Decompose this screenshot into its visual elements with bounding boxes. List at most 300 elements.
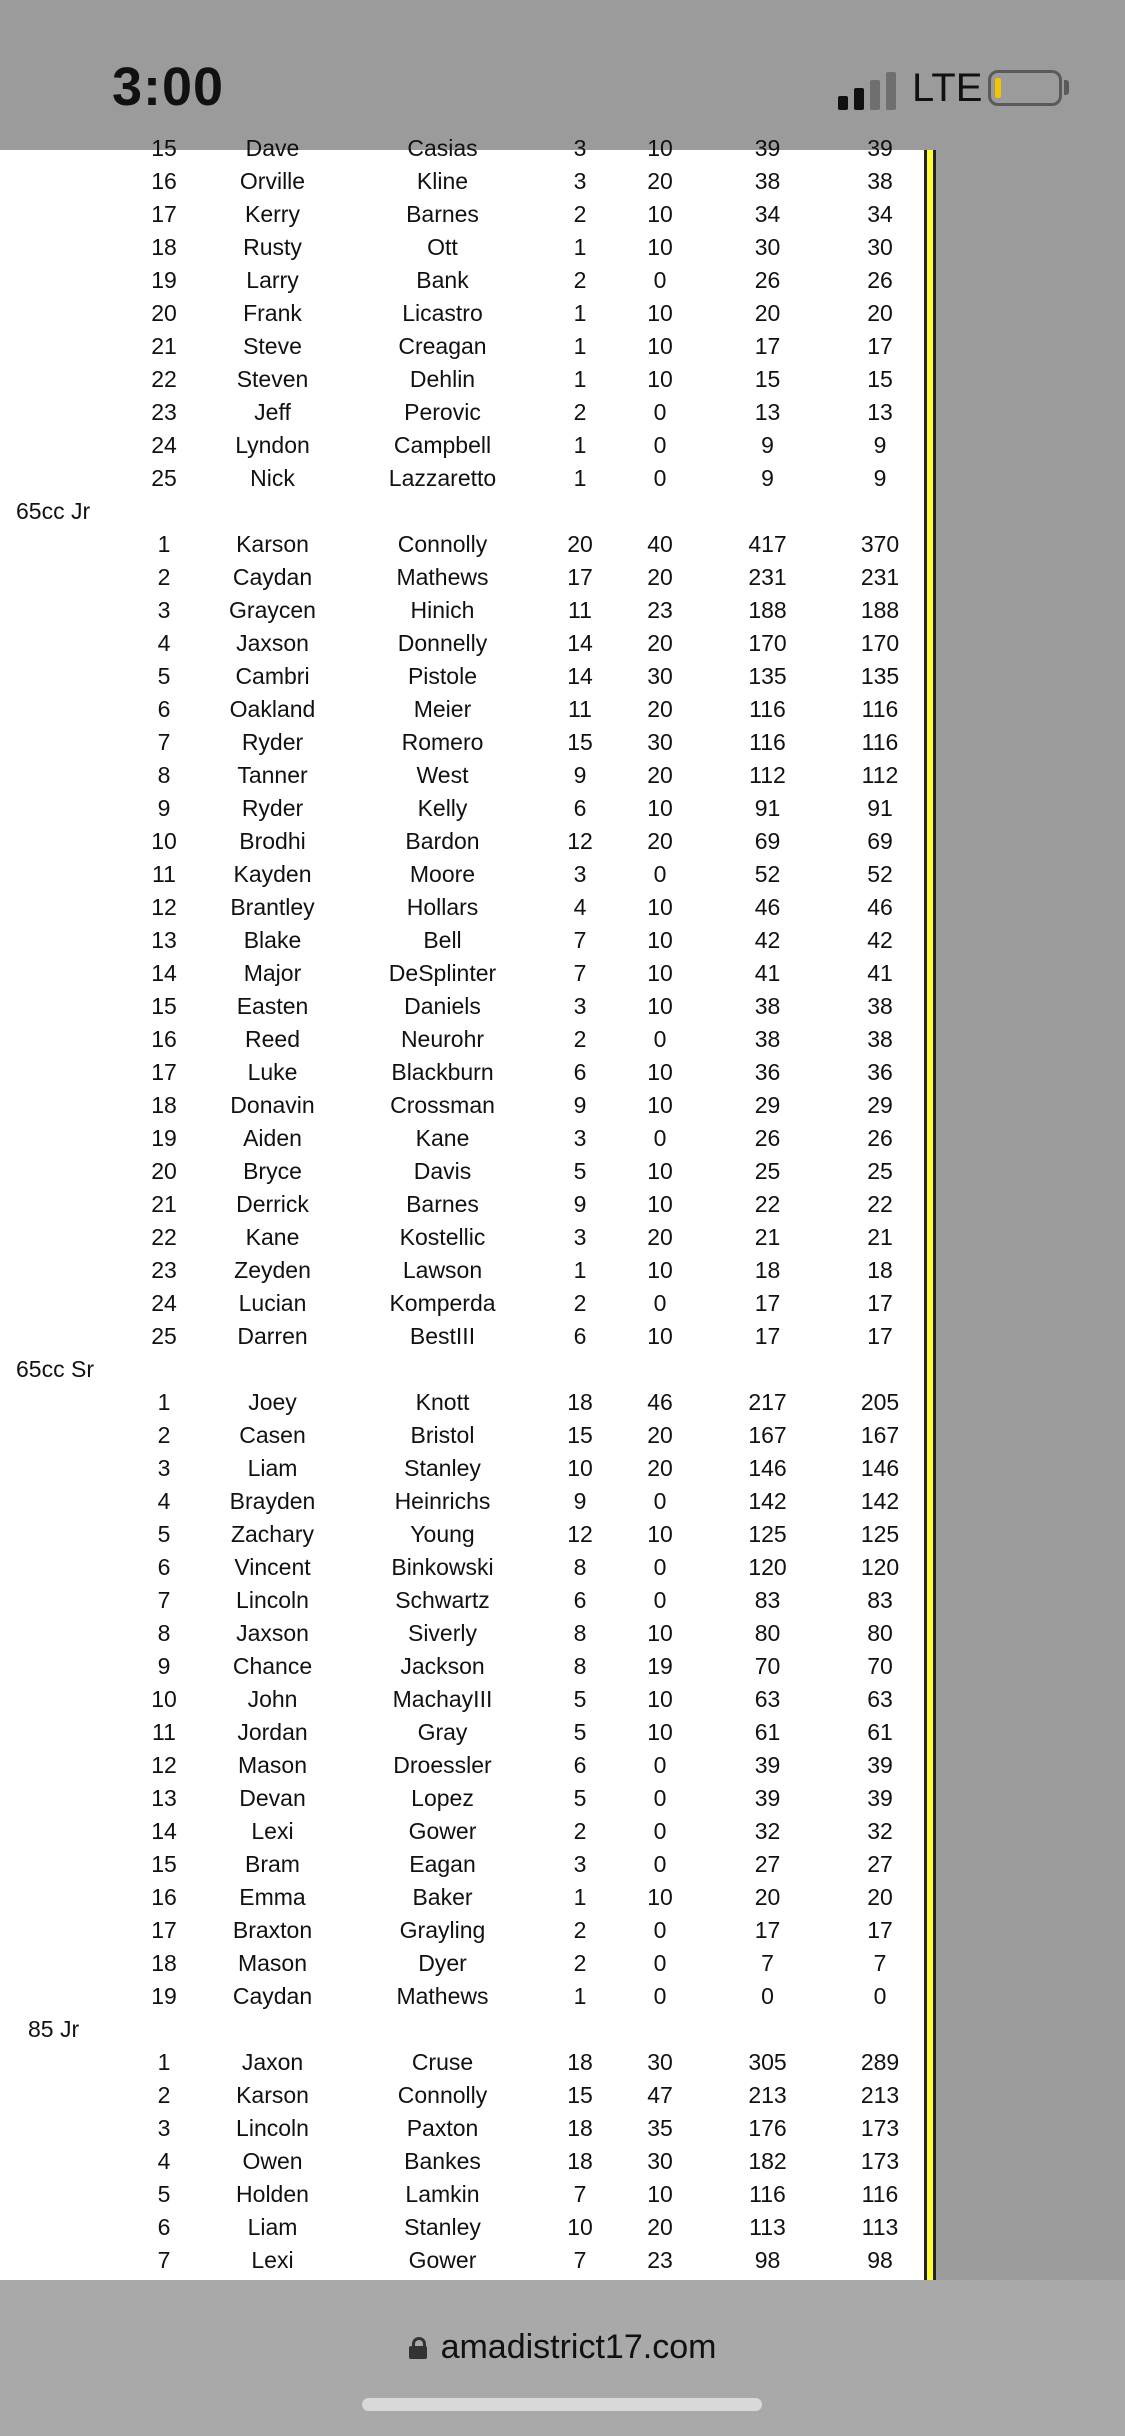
col-b-cell: 10	[647, 1686, 673, 1712]
col-a-cell: 12	[567, 1521, 593, 1547]
col-d-cell: 188	[860, 597, 900, 623]
col-a-cell: 3	[573, 861, 587, 887]
position-cell: 5	[157, 663, 171, 689]
col-c-cell: 146	[748, 1455, 787, 1481]
col-c-cell: 61	[754, 1719, 781, 1745]
position-cell: 20	[151, 1158, 177, 1184]
last-name-cell: Kelly	[417, 795, 468, 821]
col-c-cell: 176	[748, 2115, 787, 2141]
first-name-cell: Aiden	[243, 1125, 302, 1151]
table-row	[0, 594, 927, 627]
last-name-cell: Romero	[401, 729, 484, 755]
col-b-cell: 20	[647, 696, 673, 722]
col-c-cell: 116	[749, 729, 786, 755]
col-d-cell: 167	[860, 1422, 900, 1448]
url-text: amadistrict17.com	[440, 2328, 717, 2366]
position-cell: 18	[151, 234, 177, 260]
position-cell: 1	[157, 1389, 171, 1415]
col-a-cell: 2	[573, 1950, 587, 1976]
table-row	[0, 1122, 927, 1155]
col-d-cell: 34	[867, 201, 893, 227]
col-a-cell: 5	[573, 1785, 587, 1811]
col-d-cell: 39	[867, 135, 893, 161]
class-label: 85 Jr	[28, 2016, 80, 2042]
first-name-cell: Easten	[236, 993, 309, 1019]
class-header	[0, 2013, 927, 2046]
position-cell: 5	[157, 2181, 171, 2207]
col-b-cell: 30	[647, 2148, 673, 2174]
col-a-cell: 15	[567, 1422, 593, 1448]
col-d-cell: 17	[867, 1290, 893, 1316]
first-name-cell: Jordan	[237, 1719, 308, 1745]
last-name-cell: Mathews	[396, 564, 489, 590]
col-b-cell: 10	[647, 234, 673, 260]
first-name-cell: Caydan	[232, 1983, 313, 2009]
position-cell: 1	[157, 2049, 171, 2075]
col-b-cell: 0	[653, 1950, 667, 1976]
first-name-cell: Steve	[243, 333, 302, 359]
col-a-cell: 14	[567, 663, 593, 689]
last-name-cell: Cruse	[411, 2049, 474, 2075]
position-cell: 16	[151, 1884, 177, 1910]
last-name-cell: Licastro	[402, 300, 483, 326]
col-a-cell: 18	[567, 2049, 593, 2075]
table-row	[0, 2211, 927, 2244]
table-row	[0, 1650, 927, 1683]
col-d-cell: 27	[867, 1851, 893, 1877]
last-name-cell: Moore	[409, 861, 476, 887]
first-name-cell: Kerry	[245, 201, 300, 227]
last-name-cell: Hinich	[410, 597, 475, 623]
col-c-cell: 170	[748, 630, 787, 656]
first-name-cell: Lucian	[238, 1290, 307, 1316]
first-name-cell: Frank	[243, 300, 302, 326]
col-d-cell: 116	[861, 2181, 899, 2207]
first-name-cell: Casen	[239, 1422, 306, 1448]
last-name-cell: Mathews	[396, 1983, 489, 2009]
col-b-cell: 0	[653, 1851, 667, 1877]
last-name-cell: Crossman	[390, 1092, 495, 1118]
col-b-cell: 10	[647, 960, 673, 986]
col-d-cell: 83	[867, 1587, 893, 1613]
col-b-cell: 10	[647, 993, 673, 1019]
col-c-cell: 63	[754, 1686, 781, 1712]
col-a-cell: 7	[573, 960, 587, 986]
table-row	[0, 1056, 927, 1089]
position-cell: 11	[152, 861, 176, 887]
col-c-cell: 41	[754, 960, 781, 986]
table-row	[0, 1452, 927, 1485]
first-name-cell: Donavin	[230, 1092, 315, 1118]
first-name-cell: Cambri	[235, 663, 310, 689]
col-d-cell: 173	[860, 2148, 900, 2174]
position-cell: 10	[151, 828, 177, 854]
last-name-cell: Connolly	[397, 531, 488, 557]
position-cell: 12	[151, 894, 177, 920]
col-a-cell: 5	[573, 1719, 587, 1745]
position-cell: 3	[157, 597, 171, 623]
col-a-cell: 9	[573, 762, 587, 788]
col-d-cell: 116	[861, 729, 899, 755]
first-name-cell: Karson	[236, 2082, 309, 2108]
table-row	[0, 924, 927, 957]
col-c-cell: 17	[754, 1290, 781, 1316]
first-name-cell: Joey	[248, 1389, 297, 1415]
col-b-cell: 10	[647, 1158, 673, 1184]
col-c-cell: 17	[754, 1323, 781, 1349]
col-a-cell: 3	[573, 993, 587, 1019]
last-name-cell: Pistole	[407, 663, 478, 689]
position-cell: 12	[151, 1752, 177, 1778]
col-c-cell: 15	[754, 366, 781, 392]
col-d-cell: 39	[867, 1752, 893, 1778]
col-a-cell: 2	[573, 1290, 587, 1316]
col-a-cell: 6	[573, 795, 587, 821]
col-a-cell: 1	[573, 1983, 587, 2009]
col-c-cell: 231	[748, 564, 787, 590]
last-name-cell: Barnes	[406, 201, 479, 227]
col-a-cell: 15	[567, 729, 593, 755]
col-b-cell: 0	[653, 1785, 667, 1811]
col-d-cell: 30	[867, 234, 893, 260]
col-a-cell: 7	[573, 927, 587, 953]
position-cell: 6	[157, 1554, 171, 1580]
position-cell: 17	[151, 1059, 177, 1085]
col-b-cell: 20	[647, 1224, 673, 1250]
table-row	[0, 462, 927, 495]
table-row	[0, 1287, 927, 1320]
col-d-cell: 205	[860, 1389, 900, 1415]
col-b-cell: 0	[653, 1752, 667, 1778]
last-name-cell: Kane	[415, 1125, 470, 1151]
col-a-cell: 3	[573, 1125, 587, 1151]
col-c-cell: 20	[754, 300, 781, 326]
last-name-cell: Gower	[408, 1818, 477, 1844]
battery-icon	[988, 70, 1062, 106]
last-name-cell: Paxton	[406, 2115, 479, 2141]
col-a-cell: 10	[567, 1455, 593, 1481]
position-cell: 15	[151, 135, 177, 161]
col-a-cell: 11	[568, 696, 592, 722]
table-row	[0, 759, 927, 792]
col-c-cell: 29	[754, 1092, 781, 1118]
col-b-cell: 20	[647, 2214, 673, 2240]
last-name-cell: Bankes	[404, 2148, 481, 2174]
first-name-cell: Steven	[236, 366, 309, 392]
col-d-cell: 135	[860, 663, 900, 689]
col-b-cell: 0	[653, 1125, 667, 1151]
table-row	[0, 1914, 927, 1947]
browser-url-bar[interactable]	[0, 2280, 1125, 2436]
last-name-cell: Bell	[423, 927, 462, 953]
position-cell: 4	[157, 630, 171, 656]
last-name-cell: Donnelly	[397, 630, 488, 656]
table-row	[0, 1254, 927, 1287]
class-label: 65cc Sr	[16, 1356, 94, 1382]
col-c-cell: 17	[754, 333, 781, 359]
last-name-cell: Blackburn	[391, 1059, 494, 1085]
home-indicator[interactable]	[362, 2398, 762, 2411]
position-cell: 4	[157, 1488, 171, 1514]
col-c-cell: 36	[754, 1059, 781, 1085]
table-row	[0, 627, 927, 660]
col-a-cell: 2	[573, 399, 587, 425]
table-row	[0, 693, 927, 726]
col-b-cell: 10	[647, 1620, 673, 1646]
col-c-cell: 39	[754, 135, 781, 161]
col-c-cell: 34	[754, 201, 781, 227]
table-row	[0, 429, 927, 462]
table-row	[0, 2112, 927, 2145]
position-cell: 2	[157, 2082, 171, 2108]
col-d-cell: 142	[860, 1488, 900, 1514]
first-name-cell: Emma	[239, 1884, 306, 1910]
col-c-cell: 26	[754, 1125, 781, 1151]
col-d-cell: 69	[867, 828, 893, 854]
col-d-cell: 9	[873, 432, 887, 458]
table-row	[0, 132, 927, 165]
col-b-cell: 0	[653, 1290, 667, 1316]
table-row	[0, 264, 927, 297]
last-name-cell: BestIII	[409, 1323, 476, 1349]
last-name-cell: Jackson	[400, 1653, 485, 1679]
col-c-cell: 20	[754, 1884, 781, 1910]
standings-sheet	[0, 135, 927, 2280]
table-row	[0, 2244, 927, 2277]
first-name-cell: Orville	[239, 168, 306, 194]
col-d-cell: 63	[867, 1686, 893, 1712]
lock-icon	[409, 2337, 427, 2359]
col-b-cell: 0	[653, 1983, 667, 2009]
col-a-cell: 2	[573, 1818, 587, 1844]
col-d-cell: 173	[860, 2115, 900, 2141]
last-name-cell: Droessler	[393, 1752, 492, 1778]
col-d-cell: 113	[861, 2214, 899, 2240]
col-b-cell: 0	[653, 861, 667, 887]
last-name-cell: Stanley	[404, 2214, 481, 2240]
col-c-cell: 38	[754, 1026, 781, 1052]
first-name-cell: Lincoln	[236, 2115, 309, 2141]
position-cell: 4	[157, 2148, 171, 2174]
last-name-cell: Bristol	[410, 1422, 475, 1448]
col-b-cell: 10	[647, 927, 673, 953]
col-a-cell: 6	[573, 1587, 587, 1613]
first-name-cell: Larry	[246, 267, 299, 293]
col-c-cell: 417	[748, 531, 787, 557]
position-cell: 6	[157, 696, 171, 722]
col-c-cell: 116	[749, 2181, 786, 2207]
col-c-cell: 217	[748, 1389, 787, 1415]
col-d-cell: 91	[867, 795, 893, 821]
col-a-cell: 1	[573, 234, 587, 260]
first-name-cell: Lexi	[251, 2247, 294, 2273]
col-d-cell: 98	[867, 2247, 893, 2273]
position-cell: 3	[157, 1455, 171, 1481]
network-label: LTE	[912, 66, 983, 110]
col-b-cell: 0	[653, 1554, 667, 1580]
col-a-cell: 3	[573, 135, 587, 161]
first-name-cell: Lexi	[251, 1818, 294, 1844]
position-cell: 3	[157, 2115, 171, 2141]
col-d-cell: 39	[867, 1785, 893, 1811]
col-c-cell: 113	[749, 2214, 786, 2240]
col-a-cell: 17	[567, 564, 593, 590]
last-name-cell: Grayling	[399, 1917, 486, 1943]
position-cell: 9	[157, 795, 171, 821]
col-a-cell: 3	[573, 1224, 587, 1250]
col-a-cell: 18	[567, 1389, 593, 1415]
table-row	[0, 1848, 927, 1881]
position-cell: 24	[151, 432, 177, 458]
col-a-cell: 1	[573, 432, 587, 458]
col-b-cell: 30	[647, 2049, 673, 2075]
col-d-cell: 13	[867, 399, 893, 425]
last-name-cell: Schwartz	[395, 1587, 490, 1613]
col-d-cell: 52	[867, 861, 893, 887]
col-c-cell: 26	[754, 267, 781, 293]
first-name-cell: Caydan	[232, 564, 313, 590]
col-b-cell: 30	[647, 729, 673, 755]
col-c-cell: 70	[754, 1653, 781, 1679]
col-b-cell: 10	[647, 135, 673, 161]
position-cell: 19	[151, 1983, 177, 2009]
col-d-cell: 15	[867, 366, 893, 392]
col-c-cell: 112	[749, 762, 786, 788]
col-b-cell: 0	[653, 1818, 667, 1844]
first-name-cell: Jaxon	[241, 2049, 304, 2075]
col-d-cell: 80	[867, 1620, 893, 1646]
table-row	[0, 660, 927, 693]
col-d-cell: 17	[867, 1323, 893, 1349]
last-name-cell: Connolly	[397, 2082, 488, 2108]
url-display[interactable]	[0, 2328, 1125, 2367]
last-name-cell: Perovic	[404, 399, 481, 425]
col-d-cell: 116	[861, 696, 899, 722]
table-row	[0, 198, 927, 231]
last-name-cell: Campbell	[393, 432, 492, 458]
table-row	[0, 2145, 927, 2178]
first-name-cell: Karson	[236, 531, 309, 557]
last-name-cell: Bardon	[405, 828, 480, 854]
table-row	[0, 231, 927, 264]
table-row	[0, 2079, 927, 2112]
table-row	[0, 1419, 927, 1452]
col-a-cell: 18	[567, 2148, 593, 2174]
first-name-cell: Luke	[247, 1059, 298, 1085]
col-b-cell: 10	[647, 1521, 673, 1547]
table-row	[0, 297, 927, 330]
col-c-cell: 213	[748, 2082, 787, 2108]
col-c-cell: 17	[754, 1917, 781, 1943]
col-a-cell: 8	[573, 1554, 587, 1580]
col-b-cell: 10	[647, 1257, 673, 1283]
col-d-cell: 17	[867, 1917, 893, 1943]
col-a-cell: 2	[573, 267, 587, 293]
first-name-cell: Kane	[245, 1224, 300, 1250]
web-page[interactable]	[0, 135, 1125, 2280]
status-time: 3:00	[112, 57, 225, 117]
last-name-cell: Barnes	[406, 1191, 479, 1217]
first-name-cell: Bryce	[243, 1158, 302, 1184]
col-b-cell: 0	[653, 399, 667, 425]
col-c-cell: 25	[754, 1158, 781, 1184]
last-name-cell: MachayIII	[392, 1686, 493, 1712]
last-name-cell: Gray	[417, 1719, 468, 1745]
col-d-cell: 38	[867, 993, 893, 1019]
last-name-cell: DeSplinter	[388, 960, 497, 986]
col-d-cell: 289	[860, 2049, 900, 2075]
table-row	[0, 957, 927, 990]
first-name-cell: Tanner	[237, 762, 308, 788]
col-c-cell: 188	[748, 597, 787, 623]
table-row	[0, 1815, 927, 1848]
position-cell: 14	[151, 960, 177, 986]
position-cell: 25	[151, 1323, 177, 1349]
first-name-cell: Darren	[237, 1323, 308, 1349]
position-cell: 7	[157, 729, 171, 755]
position-cell: 7	[157, 2247, 171, 2273]
last-name-cell: Young	[410, 1521, 475, 1547]
table-row	[0, 561, 927, 594]
col-b-cell: 10	[647, 1884, 673, 1910]
col-c-cell: 52	[754, 861, 781, 887]
table-row	[0, 1023, 927, 1056]
position-cell: 15	[151, 993, 177, 1019]
table-row	[0, 825, 927, 858]
signal-icon	[838, 70, 900, 110]
position-cell: 9	[157, 1653, 171, 1679]
first-name-cell: Owen	[242, 2148, 303, 2174]
col-d-cell: 9	[873, 465, 887, 491]
position-cell: 16	[151, 1026, 177, 1052]
table-row	[0, 1749, 927, 1782]
first-name-cell: Oakland	[229, 696, 316, 722]
col-b-cell: 10	[647, 2181, 673, 2207]
col-a-cell: 1	[573, 1884, 587, 1910]
col-c-cell: 182	[748, 2148, 787, 2174]
last-name-cell: Lamkin	[405, 2181, 480, 2207]
table-row	[0, 1683, 927, 1716]
col-d-cell: 120	[860, 1554, 900, 1580]
position-cell: 8	[157, 1620, 171, 1646]
battery-tip	[1064, 80, 1069, 95]
col-d-cell: 38	[867, 1026, 893, 1052]
table-row	[0, 726, 927, 759]
first-name-cell: Rusty	[243, 234, 302, 260]
table-row	[0, 1089, 927, 1122]
col-a-cell: 4	[573, 894, 587, 920]
position-cell: 11	[152, 1719, 176, 1745]
col-a-cell: 2	[573, 1917, 587, 1943]
first-name-cell: Bram	[245, 1851, 300, 1877]
table-row	[0, 858, 927, 891]
position-cell: 13	[151, 927, 177, 953]
col-a-cell: 2	[573, 1026, 587, 1052]
col-b-cell: 10	[647, 1323, 673, 1349]
col-d-cell: 231	[860, 564, 900, 590]
col-d-cell: 20	[867, 300, 893, 326]
table-row	[0, 990, 927, 1023]
col-a-cell: 3	[573, 1851, 587, 1877]
last-name-cell: Heinrichs	[394, 1488, 491, 1514]
col-d-cell: 170	[860, 630, 900, 656]
col-c-cell: 167	[748, 1422, 787, 1448]
col-a-cell: 8	[573, 1653, 587, 1679]
position-cell: 18	[151, 1950, 177, 1976]
table-row	[0, 1716, 927, 1749]
col-d-cell: 38	[867, 168, 893, 194]
col-b-cell: 20	[647, 564, 673, 590]
